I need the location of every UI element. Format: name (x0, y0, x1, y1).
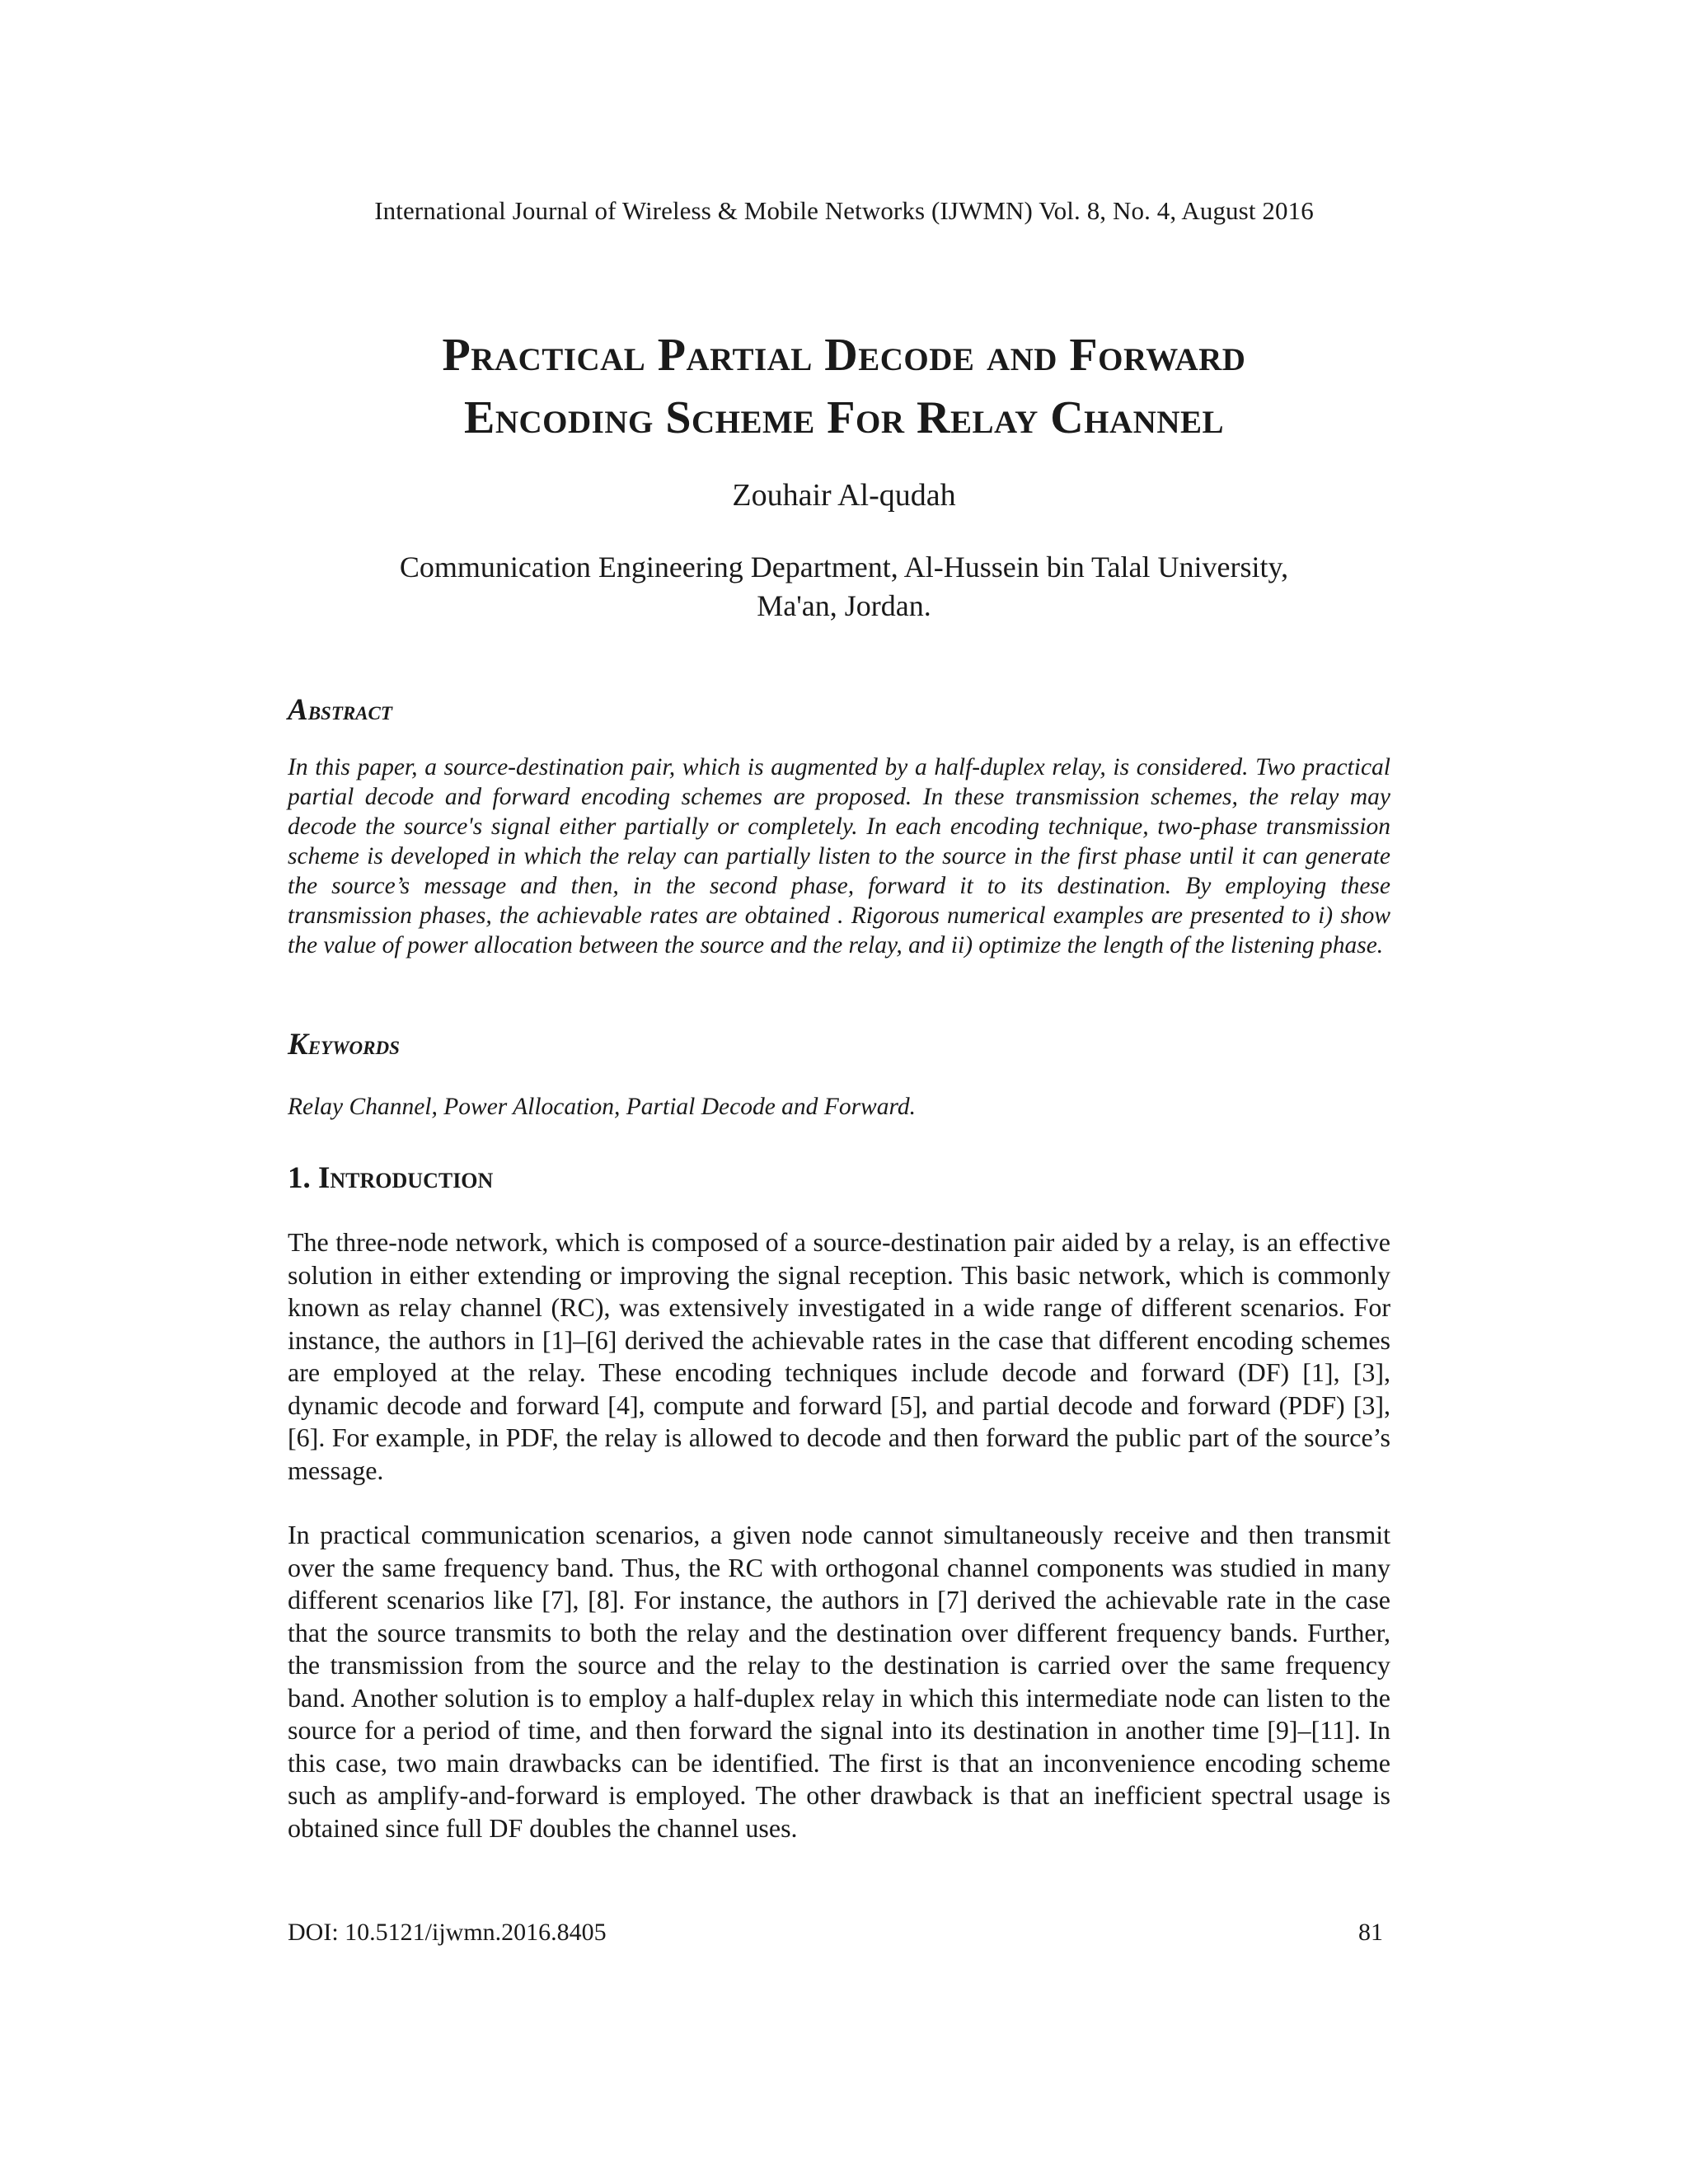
keywords-heading-rest: eywords (307, 1031, 400, 1061)
abstract-text: In this paper, a source-destination pair, which is augmented by a half-duplex relay, is considered. Two practical partial decode and forward encoding schemes are proposed. In these transmission schemes, the relay may decode the source's signal either partially or completely. In each encoding technique, two-phase transmission scheme is developed in which the relay can partially listen to the source in the first phase until it can generate the source’s message and then, in the second phase, forward it to its destination. By employing these transmission phases, the achievable rates are obtained . Rigorous numerical examples are presented to i) show the value of power allocation between the source and the relay, and ii) optimize the length of the listening phase. (288, 754, 1390, 958)
author-name: Zouhair Al-qudah (732, 478, 956, 513)
paper-title (0, 324, 1688, 449)
abstract-heading (288, 694, 392, 728)
affiliation-line-2: Ma'an, Jordan. (757, 589, 931, 622)
author-affiliation (0, 548, 1688, 626)
affiliation-line-1: Communication Engineering Department, Al-Hussein bin Talal University, (399, 551, 1289, 583)
running-header: International Journal of Wireless & Mobile Networks (IJWMN) Vol. 8, No. 4, August 2016 (374, 196, 1314, 225)
introduction-heading-number: 1. (288, 1161, 318, 1195)
introduction-heading-text: Introduction (318, 1161, 494, 1195)
keywords-heading-initial: K (288, 1028, 308, 1062)
introduction-paragraph-1: The three-node network, which is composed of a source-destination pair aided by a relay, is an effective solution in either extending or improving the signal reception. This basic network, which is commonly known as relay channel (RC), was extensively investigated in a wide range of different scenarios. For instance, the authors in [1]–[6] derived the achievable rates in the case that different encoding schemes are employed at the relay. These encoding techniques include decode and forward (DF) [1], [3], dynamic decode and forward [4], compute and forward [5], and partial decode and forward (PDF) [3], [6]. For example, in PDF, the relay is allowed to decode and then forward the public part of the source’s message. (288, 1227, 1390, 1485)
title-line-1: Practical Partial Decode and Forward (442, 330, 1246, 381)
keywords-heading (288, 1029, 400, 1062)
abstract-heading-initial: A (288, 693, 308, 727)
keywords-text: Relay Channel, Power Allocation, Partial Decode and Forward. (288, 1094, 916, 1120)
introduction-heading (288, 1159, 493, 1198)
footer-doi: DOI: 10.5121/ijwmn.2016.8405 (288, 1919, 607, 1946)
introduction-paragraph-2: In practical communication scenarios, a given node cannot simultaneously receive and then transmit over the same frequency band. Thus, the RC with orthogonal channel components was studied in many different scenarios like [7], [8]. For instance, the authors in [7] derived the achievable rate in the case that the source transmits to both the relay and the destination over different frequency bands. Further, the transmission from the source and the relay to the destination is carried over the same frequency band. Another solution is to employ a half-duplex relay in which this intermediate node can listen to the source for a period of time, and then forward the signal into its destination in another time [9]–[11]. In this case, two main drawbacks can be identified. The first is that an inconvenience encoding scheme such as amplify-and-forward is employed. The other drawback is that an inefficient spectral usage is obtained since full DF doubles the channel uses. (288, 1520, 1390, 1843)
abstract-heading-rest: bstract (307, 696, 392, 726)
title-line-2: Encoding Scheme For Relay Channel (463, 392, 1225, 443)
page-number: 81 (1358, 1919, 1383, 1946)
